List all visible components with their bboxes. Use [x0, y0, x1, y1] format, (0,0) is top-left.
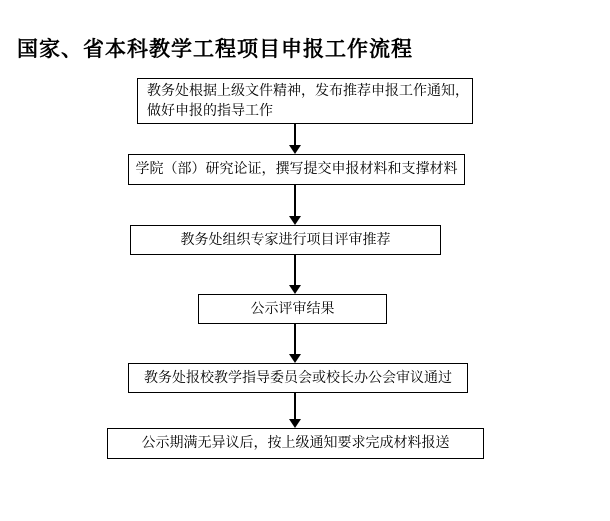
down-arrow-shaft [294, 255, 296, 287]
down-arrow-head-icon [289, 419, 301, 428]
down-arrow-shaft [294, 393, 296, 421]
down-arrow-shaft [294, 324, 296, 356]
flow-step-2 [128, 154, 465, 185]
down-arrow-shaft [294, 124, 296, 147]
flow-step-5 [128, 363, 468, 393]
down-arrow-head-icon [289, 354, 301, 363]
flow-step-5-label: 教务处报校教学指导委员会或校长办公会审议通过 [144, 370, 452, 386]
flow-step-6 [107, 428, 484, 459]
down-arrow-head-icon [289, 145, 301, 154]
flow-arrow-2 [289, 185, 301, 225]
flow-step-3 [130, 225, 441, 255]
down-arrow-head-icon [289, 216, 301, 225]
down-arrow-head-icon [289, 285, 301, 294]
flow-step-2-label: 学院（部）研究论证，撰写提交申报材料和支撑材料 [135, 161, 458, 177]
flow-arrow-5 [289, 393, 301, 428]
flow-step-3-label: 教务处组织专家进行项目评审推荐 [180, 232, 391, 248]
down-arrow-shaft [294, 185, 296, 218]
flow-step-1-line-1: 教务处根据上级文件精神，发布推荐申报工作通知， [147, 83, 469, 99]
page-title: 国家、省本科教学工程项目申报工作流程 [17, 37, 413, 61]
flow-step-4-label: 公示评审结果 [250, 301, 335, 317]
flow-arrow-1 [289, 124, 301, 154]
flow-step-1 [137, 78, 473, 124]
flow-step-4 [198, 294, 387, 324]
flow-arrow-3 [289, 255, 301, 294]
flow-arrow-4 [289, 324, 301, 363]
flow-step-6-label: 公示期满无异议后，按上级通知要求完成材料报送 [141, 435, 450, 451]
flow-step-1-line-2: 做好申报的指导工作 [147, 103, 273, 119]
